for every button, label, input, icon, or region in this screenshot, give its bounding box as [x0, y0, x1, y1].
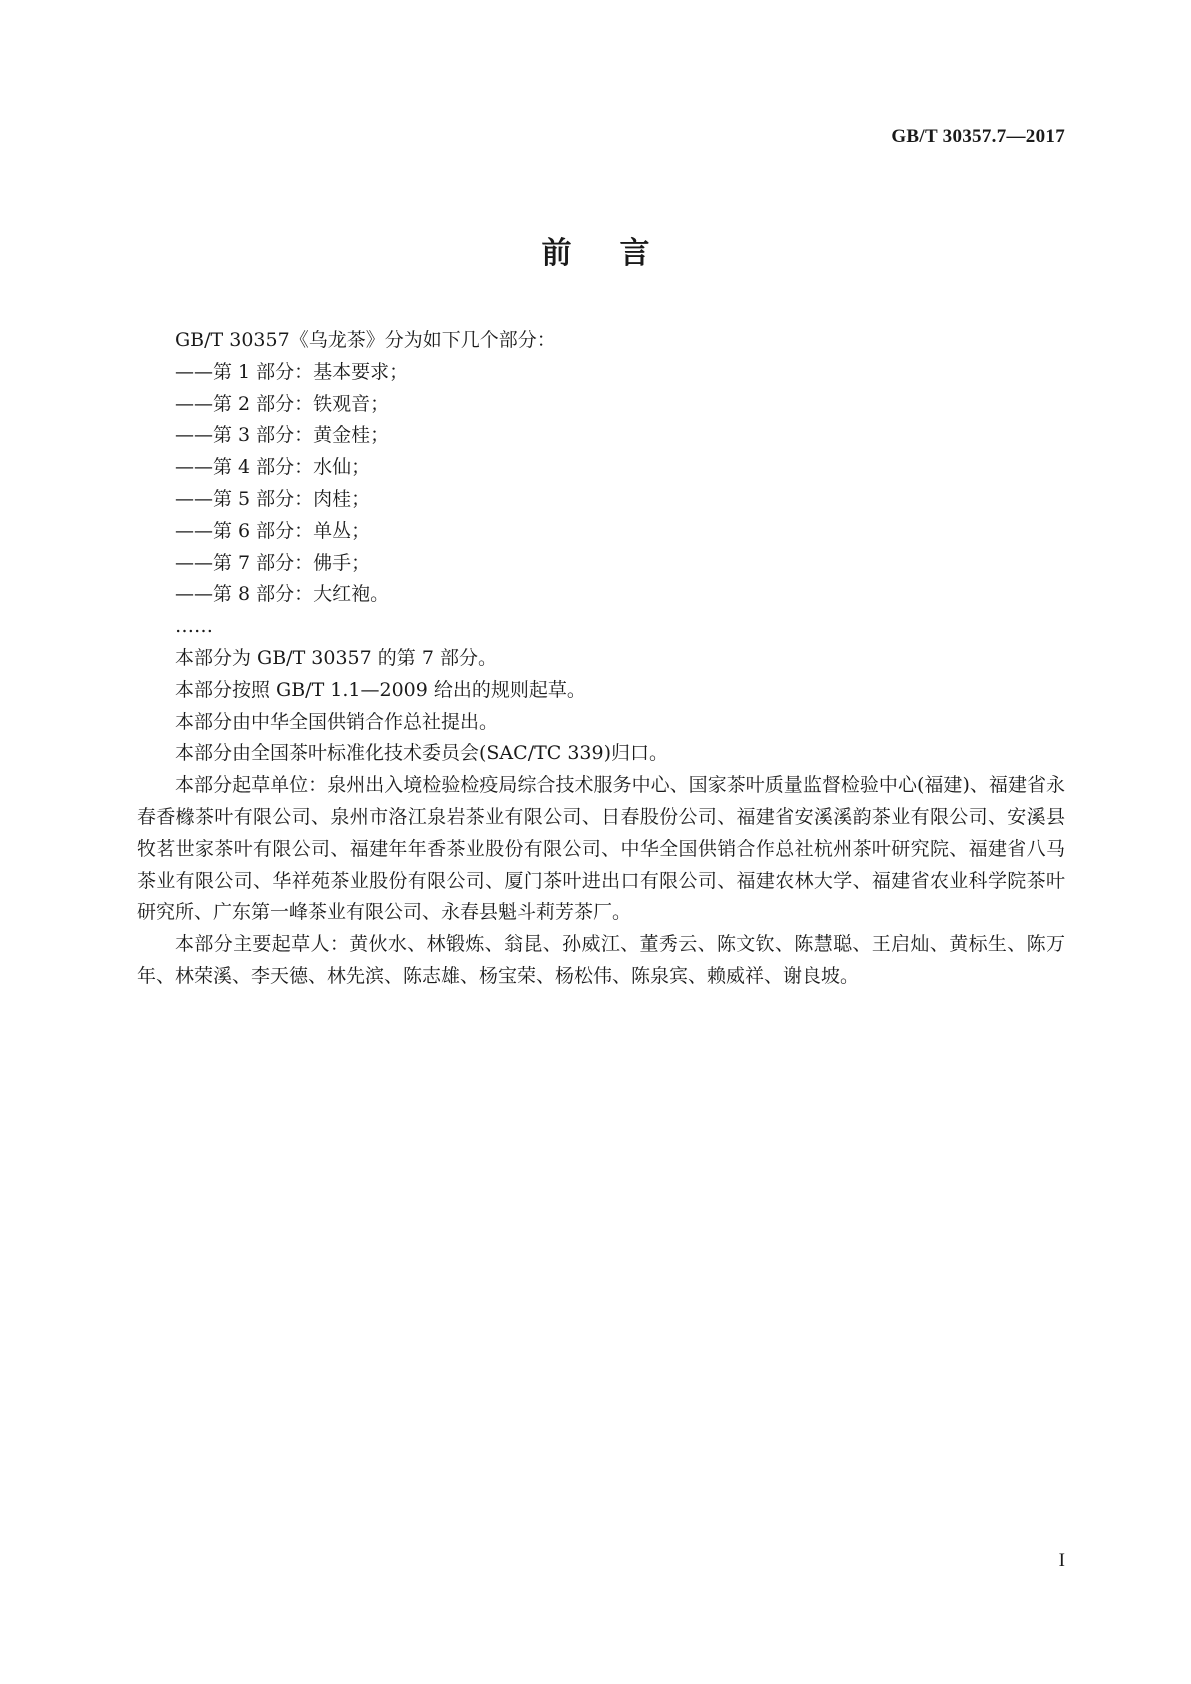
statement-line: 本部分按照 GB/T 1.1—2009 给出的规则起草。 [175, 678, 586, 701]
page-number: I [1058, 1550, 1065, 1571]
statement-line: 本部分为 GB/T 30357 的第 7 部分。 [175, 646, 497, 669]
drafters-paragraph: 本部分主要起草人：黄伙水、林锻炼、翁昆、孙威江、董秀云、陈文钦、陈慧聪、王启灿、黄标生、陈万年、林荣溪、李天德、林先滨、陈志雄、杨宝荣、杨松伟、陈泉宾、赖威祥、谢良坡。 [137, 933, 1065, 987]
part-item: ——第 1 部分：基本要求； [175, 360, 409, 383]
part-item: ——第 3 部分：黄金桂； [175, 424, 390, 447]
part-item: ——第 8 部分：大红袍。 [175, 583, 390, 606]
part-item: ——第 6 部分：单丛； [175, 519, 371, 542]
part-item: ——第 4 部分：水仙； [175, 456, 371, 479]
part-item: ——第 5 部分：肉桂； [175, 487, 371, 510]
page-title: 前言 [541, 236, 698, 271]
document-code: GB/T 30357.7—2017 [891, 126, 1065, 147]
drafting-units-paragraph: 本部分起草单位：泉州出入境检验检疫局综合技术服务中心、国家茶叶质量监督检验中心(福建)、福建省永春香橼茶叶有限公司、泉州市洛江泉岩茶业有限公司、日春股份公司、福建省安溪溪韵茶业有限公司、安溪县牧茗世家茶叶有限公司、福建年年香茶业股份有限公司、中华全国供销合作总社杭州茶叶研究院、福建省八马茶业有限公司、华祥苑茶业股份有限公司、厦门茶叶进出口有限公司、福建农林大学、福建省农业科学院茶叶研究所、广东第一峰茶业有限公司、永春县魁斗莉芳茶厂。 [137, 774, 1065, 924]
intro-line: GB/T 30357《乌龙茶》分为如下几个部分： [175, 329, 556, 351]
statement-line: 本部分由中华全国供销合作总社提出。 [175, 710, 499, 733]
statement-line: 本部分由全国茶叶标准化技术委员会(SAC/TC 339)归口。 [175, 742, 669, 765]
ellipsis: …… [175, 615, 213, 638]
part-item: ——第 7 部分：佛手； [175, 551, 371, 574]
foreword-body [137, 325, 1065, 993]
part-item: ——第 2 部分：铁观音； [175, 392, 390, 415]
